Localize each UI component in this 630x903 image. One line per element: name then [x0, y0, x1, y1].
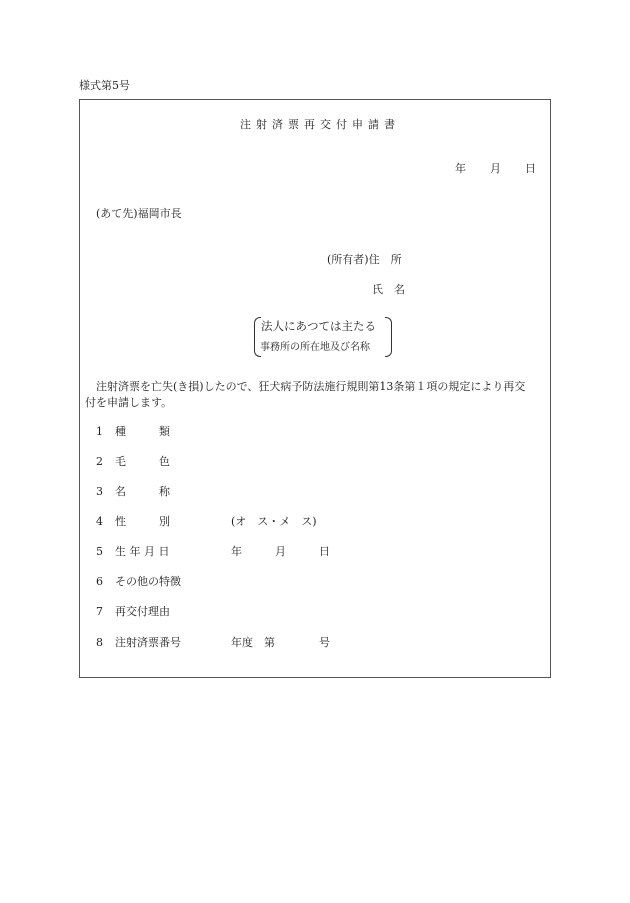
application-statement-text: 注射済票を亡失(き損)したので、狂犬病予防法施行規則第13条第１項の規定により再交付を申請します。 [85, 380, 526, 409]
right-bracket [385, 317, 392, 357]
corporation-note-line2: 事務所の所在地及び名称 [260, 342, 370, 353]
item-value: (オ ス・メ ス) [231, 515, 317, 528]
item-number: 5 [96, 545, 103, 558]
item-label: その他の特徴 [115, 575, 181, 588]
owner-name-label: 氏 名 [372, 283, 405, 296]
item-number: 1 [96, 425, 103, 438]
item-label: 名 称 [115, 485, 170, 498]
corporation-note [254, 317, 392, 357]
item-label: 再交付理由 [115, 605, 170, 618]
owner-address-label: (所有者)住 所 [327, 253, 402, 266]
item-value: 年 月 日 [231, 545, 330, 558]
date-day: 日 [525, 162, 536, 175]
date-year: 年 [455, 162, 466, 175]
item-number: 3 [96, 485, 103, 498]
application-statement [85, 379, 533, 411]
item-label: 性 別 [115, 515, 170, 528]
item-value: 年度 第 号 [231, 636, 330, 649]
item-label: 毛 色 [115, 455, 170, 468]
addressee: (あて先)福岡市長 [96, 207, 182, 220]
item-number: 8 [96, 636, 103, 649]
item-label: 種 類 [115, 425, 170, 438]
item-label: 注射済票番号 [115, 636, 181, 649]
item-number: 2 [96, 455, 103, 468]
form-title: 注射済票再交付申請書 [240, 118, 400, 131]
item-number: 6 [96, 575, 103, 588]
date-month: 月 [490, 162, 501, 175]
item-number: 7 [96, 605, 103, 618]
item-number: 4 [96, 515, 103, 528]
form-number: 様式第5号 [79, 79, 130, 92]
corporation-note-line1: 法人にあつては主たる [261, 319, 376, 333]
item-label: 生 年 月 日 [115, 545, 170, 558]
